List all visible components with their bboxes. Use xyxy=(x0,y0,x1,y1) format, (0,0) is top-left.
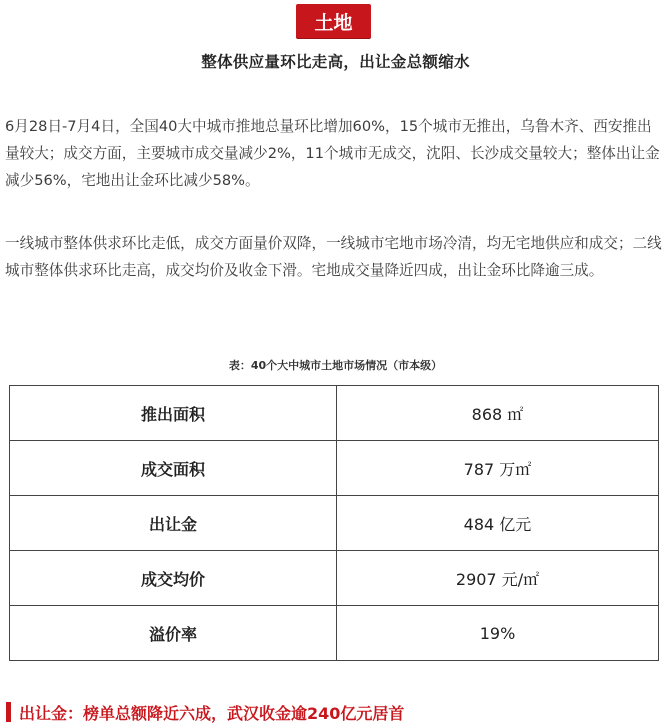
row-label: 成交均价 xyxy=(10,551,337,606)
table-row xyxy=(10,606,659,661)
table-row xyxy=(10,496,659,551)
row-value: 19% xyxy=(337,606,659,661)
row-value: 2907 元/㎡ xyxy=(337,551,659,606)
row-label: 推出面积 xyxy=(10,386,337,441)
row-value: 868 ㎡ xyxy=(337,386,659,441)
row-label: 溢价率 xyxy=(10,606,337,661)
table-row xyxy=(10,441,659,496)
row-label: 成交面积 xyxy=(10,441,337,496)
row-value: 484 亿元 xyxy=(337,496,659,551)
heading-accent-bar xyxy=(6,702,11,722)
row-label: 出让金 xyxy=(10,496,337,551)
row-value: 787 万㎡ xyxy=(337,441,659,496)
paragraph-city-tiers: 一线城市整体供求环比走低，成交方面量价双降，一线城市宅地市场冷清，均无宅地供应和成交；二线城市整体供求环比走高，成交均价及收金下滑。宅地成交量降近四成，出让金环比降逾三成。 xyxy=(5,235,662,279)
section-heading xyxy=(6,700,404,724)
section-tag: 土地 xyxy=(296,4,371,38)
land-market-table xyxy=(9,385,659,661)
table-row xyxy=(10,551,659,606)
table-caption: 表：40个大中城市土地市场情况（市本级） xyxy=(228,359,443,372)
paragraph-market-summary: 6月28日-7月4日，全国40大中城市推地总量环比增加60%，15个城市无推出，乌鲁木齐、西安推出量较大；成交方面，主要城市成交量减少2%，11个城市无成交，沈阳、长沙成交量较大；整体出让金减少56%，宅地出让金环比减少58%。 xyxy=(5,118,660,189)
table-row xyxy=(10,386,659,441)
section-heading-text: 出让金：榜单总额降近六成，武汉收金逾240亿元居首 xyxy=(19,703,405,723)
headline: 整体供应量环比走高，出让金总额缩水 xyxy=(201,53,470,71)
